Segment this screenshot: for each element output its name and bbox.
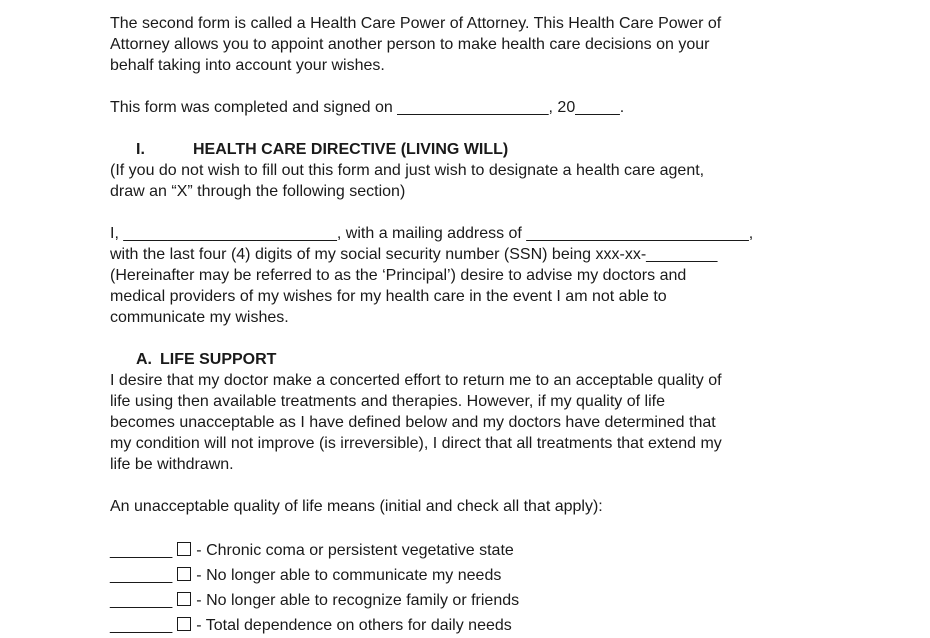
paragraph-line: I desire that my doctor make a concerted effort to return me to an acceptable quality of <box>110 372 722 389</box>
paragraph-line: Attorney allows you to appoint another person to make health care decisions on your <box>110 36 710 53</box>
blank-line <box>110 202 930 223</box>
paragraph-line: (Hereinafter may be referred to as the ‘Principal’) desire to advise my doctors and <box>110 267 687 284</box>
paragraph-line: behalf taking into account your wishes. <box>110 57 385 74</box>
checklist-dash: - <box>196 567 207 584</box>
blank-line <box>110 328 930 349</box>
checklist-item <box>110 538 930 563</box>
paragraph-line: I, ________________________, with a mailing address of _________________________, <box>110 225 754 242</box>
initial-blank: _______ <box>110 567 173 584</box>
checklist-item <box>110 588 930 613</box>
paragraph-line: (If you do not wish to fill out this form and just wish to designate a health care agent, <box>110 162 705 179</box>
paragraph-line: draw an “X” through the following section) <box>110 183 406 200</box>
initial-blank: _______ <box>110 592 173 609</box>
paragraph-line: becomes unacceptable as I have defined below and my doctors have determined that <box>110 414 716 431</box>
paragraph-line: An unacceptable quality of life means (initial and check all that apply): <box>110 498 603 515</box>
checkbox-icon <box>177 592 191 606</box>
initial-blank: _______ <box>110 617 173 634</box>
paragraph-line: my condition will not improve (is irreversible), I direct that all treatments that extend my <box>110 435 722 452</box>
checklist-label: Chronic coma or persistent vegetative state <box>206 542 514 559</box>
paragraph-line: communicate my wishes. <box>110 309 289 326</box>
paragraph-line: life be withdrawn. <box>110 456 234 473</box>
checklist-dash: - <box>196 592 207 609</box>
section-title: HEALTH CARE DIRECTIVE (LIVING WILL) <box>193 141 509 158</box>
paragraph-line: The second form is called a Health Care Power of Attorney. This Health Care Power of <box>110 15 722 32</box>
checklist-label: No longer able to communicate my needs <box>206 567 502 584</box>
checkbox-icon <box>177 542 191 556</box>
checklist-item <box>110 563 930 588</box>
blank-line <box>110 118 930 139</box>
checklist-label: Total dependence on others for daily needs <box>205 617 512 634</box>
blank-line <box>110 517 930 538</box>
checklist-dash: - <box>196 542 207 559</box>
checkbox-icon <box>177 567 191 581</box>
section-number: A. <box>136 351 152 368</box>
section-heading <box>110 139 930 160</box>
checklist-label: No longer able to recognize family or friends <box>206 592 520 609</box>
initial-blank: _______ <box>110 542 173 559</box>
blank-line <box>110 76 930 97</box>
paragraph-line: life using then available treatments and therapies. However, if my quality of life <box>110 393 665 410</box>
section-number: I. <box>136 141 145 158</box>
checklist-item <box>110 613 930 638</box>
paragraph-line: medical providers of my wishes for my health care in the event I am not able to <box>110 288 667 305</box>
section-title: LIFE SUPPORT <box>160 351 277 368</box>
checklist-dash: - <box>196 617 206 634</box>
paragraph-line: with the last four (4) digits of my social security number (SSN) being xxx-xx-________ <box>110 246 718 263</box>
blank-line <box>110 475 930 496</box>
paragraph-line: This form was completed and signed on _________________, 20_____. <box>110 99 625 116</box>
checkbox-icon <box>177 617 191 631</box>
subsection-heading <box>110 349 930 370</box>
